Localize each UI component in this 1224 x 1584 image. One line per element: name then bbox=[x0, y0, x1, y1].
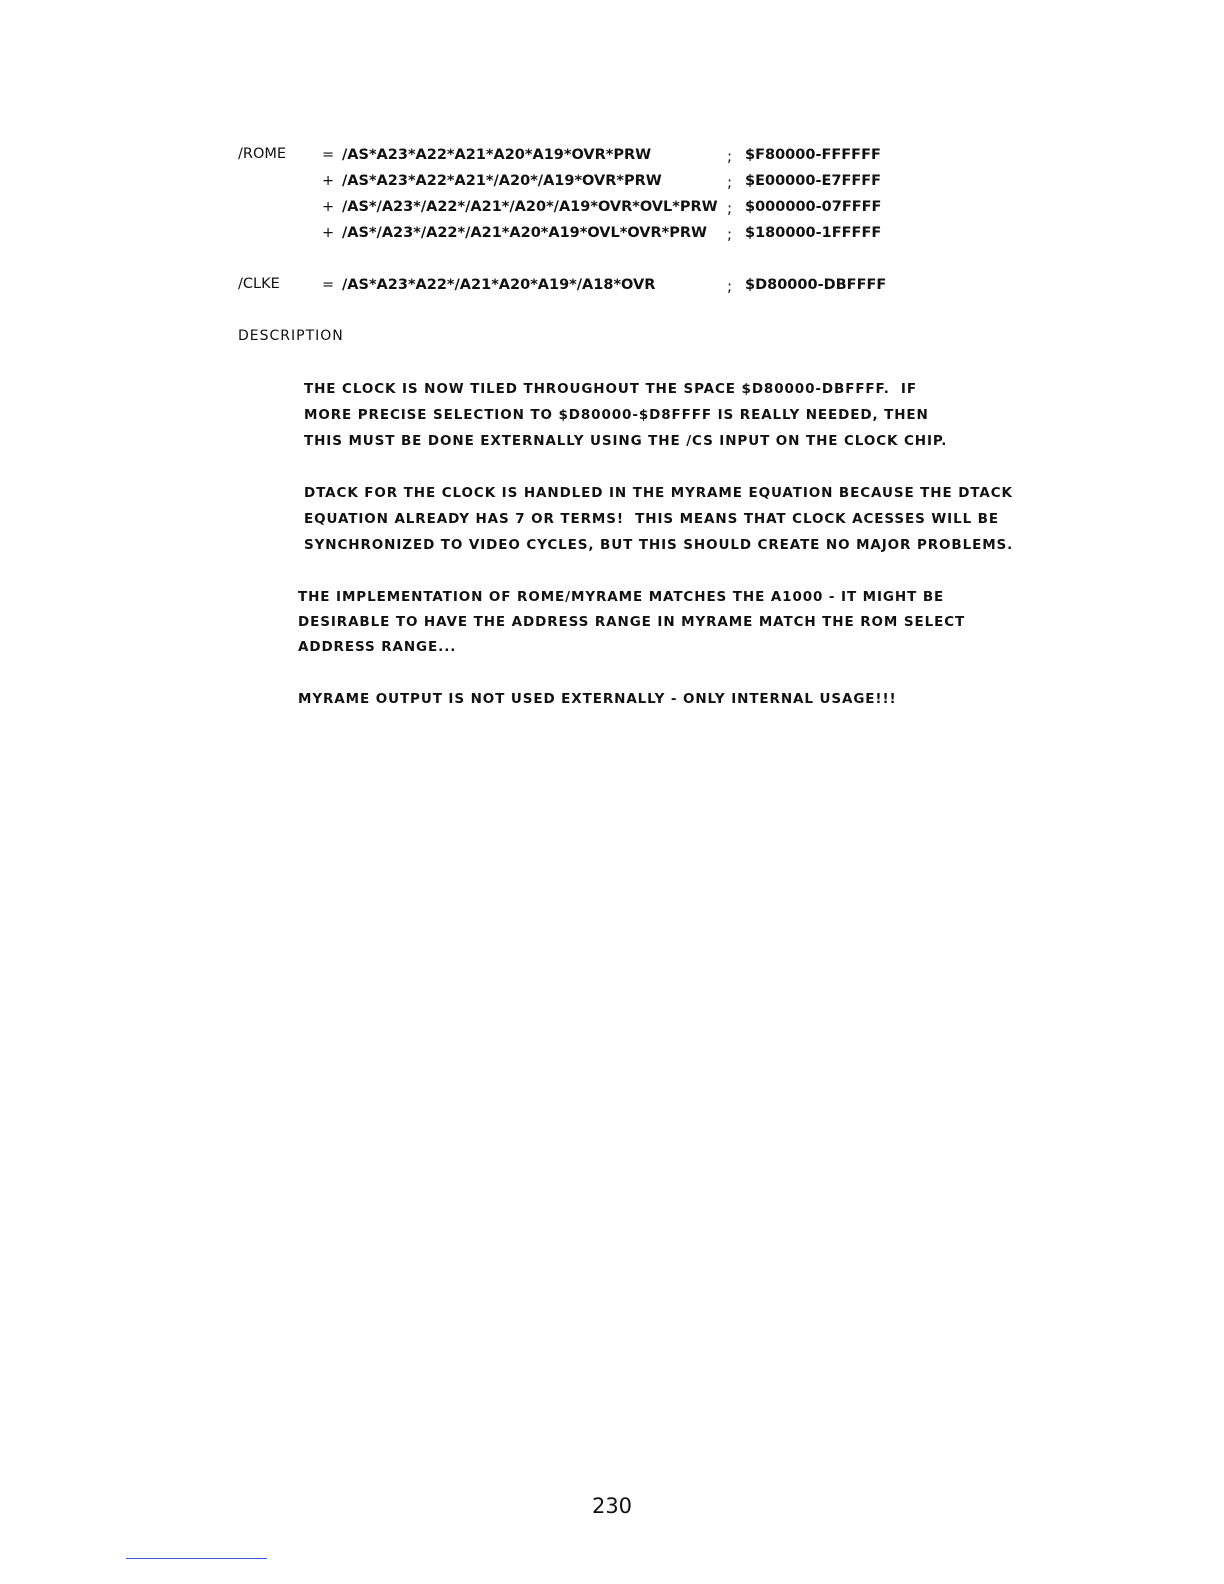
comment-semicolon: ; bbox=[727, 225, 733, 243]
address-range: $D80000-DBFFFF bbox=[745, 277, 887, 293]
comment-semicolon: ; bbox=[727, 277, 733, 295]
equation-operator: + bbox=[322, 199, 335, 215]
equation-name: /ROME bbox=[238, 146, 287, 162]
equation-operator: + bbox=[322, 225, 335, 241]
paragraph-line: SYNCHRONIZED TO VIDEO CYCLES, BUT THIS SHOULD CREATE NO MAJOR PROBLEMS. bbox=[304, 537, 1014, 553]
equation-name: /CLKE bbox=[238, 276, 280, 292]
paragraph-line: EQUATION ALREADY HAS 7 OR TERMS! THIS MEANS THAT CLOCK ACESSES WILL BE bbox=[304, 511, 999, 527]
footer-rule bbox=[126, 1558, 267, 1559]
paragraph-clock-tiling bbox=[304, 376, 947, 454]
paragraph-implementation bbox=[298, 585, 965, 660]
equation-term: /AS*A23*A22*A21*/A20*/A19*OVR*PRW bbox=[342, 173, 662, 189]
paragraph-line: THE CLOCK IS NOW TILED THROUGHOUT THE SPACE $D80000-DBFFFF. IF bbox=[304, 381, 917, 397]
paragraph-line: ADDRESS RANGE... bbox=[298, 639, 457, 655]
paragraph-line: DESIRABLE TO HAVE THE ADDRESS RANGE IN MYRAME MATCH THE ROM SELECT bbox=[298, 614, 966, 630]
equation-term: /AS*A23*A22*/A21*A20*A19*/A18*OVR bbox=[342, 277, 656, 293]
paragraph-line: MYRAME OUTPUT IS NOT USED EXTERNALLY - ONLY INTERNAL USAGE!!! bbox=[298, 691, 897, 707]
comment-semicolon: ; bbox=[727, 199, 733, 217]
equation-term: /AS*/A23*/A22*/A21*A20*A19*OVL*OVR*PRW bbox=[342, 225, 708, 241]
address-range: $180000-1FFFFF bbox=[745, 225, 882, 241]
equation-operator: = bbox=[322, 277, 335, 293]
equation-operator: + bbox=[322, 173, 335, 189]
paragraph-line: THIS MUST BE DONE EXTERNALLY USING THE /CS INPUT ON THE CLOCK CHIP. bbox=[304, 433, 948, 449]
comment-semicolon: ; bbox=[727, 173, 733, 191]
address-range: $F80000-FFFFFF bbox=[745, 147, 881, 163]
address-range: $000000-07FFFF bbox=[745, 199, 882, 215]
equation-term: /AS*/A23*/A22*/A21*/A20*/A19*OVR*OVL*PRW bbox=[342, 199, 718, 215]
comment-semicolon: ; bbox=[727, 147, 733, 165]
section-heading: DESCRIPTION bbox=[238, 328, 344, 344]
paragraph-line: THE IMPLEMENTATION OF ROME/MYRAME MATCHES THE A1000 - IT MIGHT BE bbox=[298, 589, 945, 605]
paragraph-line: MORE PRECISE SELECTION TO $D80000-$D8FFFF IS REALLY NEEDED, THEN bbox=[304, 407, 929, 423]
paragraph-dtack bbox=[304, 480, 1013, 558]
paragraph-myrame-output bbox=[298, 686, 897, 712]
equation-term: /AS*A23*A22*A21*A20*A19*OVR*PRW bbox=[342, 147, 652, 163]
paragraph-line: DTACK FOR THE CLOCK IS HANDLED IN THE MYRAME EQUATION BECAUSE THE DTACK bbox=[304, 485, 1013, 501]
page-number: 230 bbox=[591, 1494, 633, 1518]
equation-operator: = bbox=[322, 147, 335, 163]
address-range: $E00000-E7FFFF bbox=[745, 173, 882, 189]
